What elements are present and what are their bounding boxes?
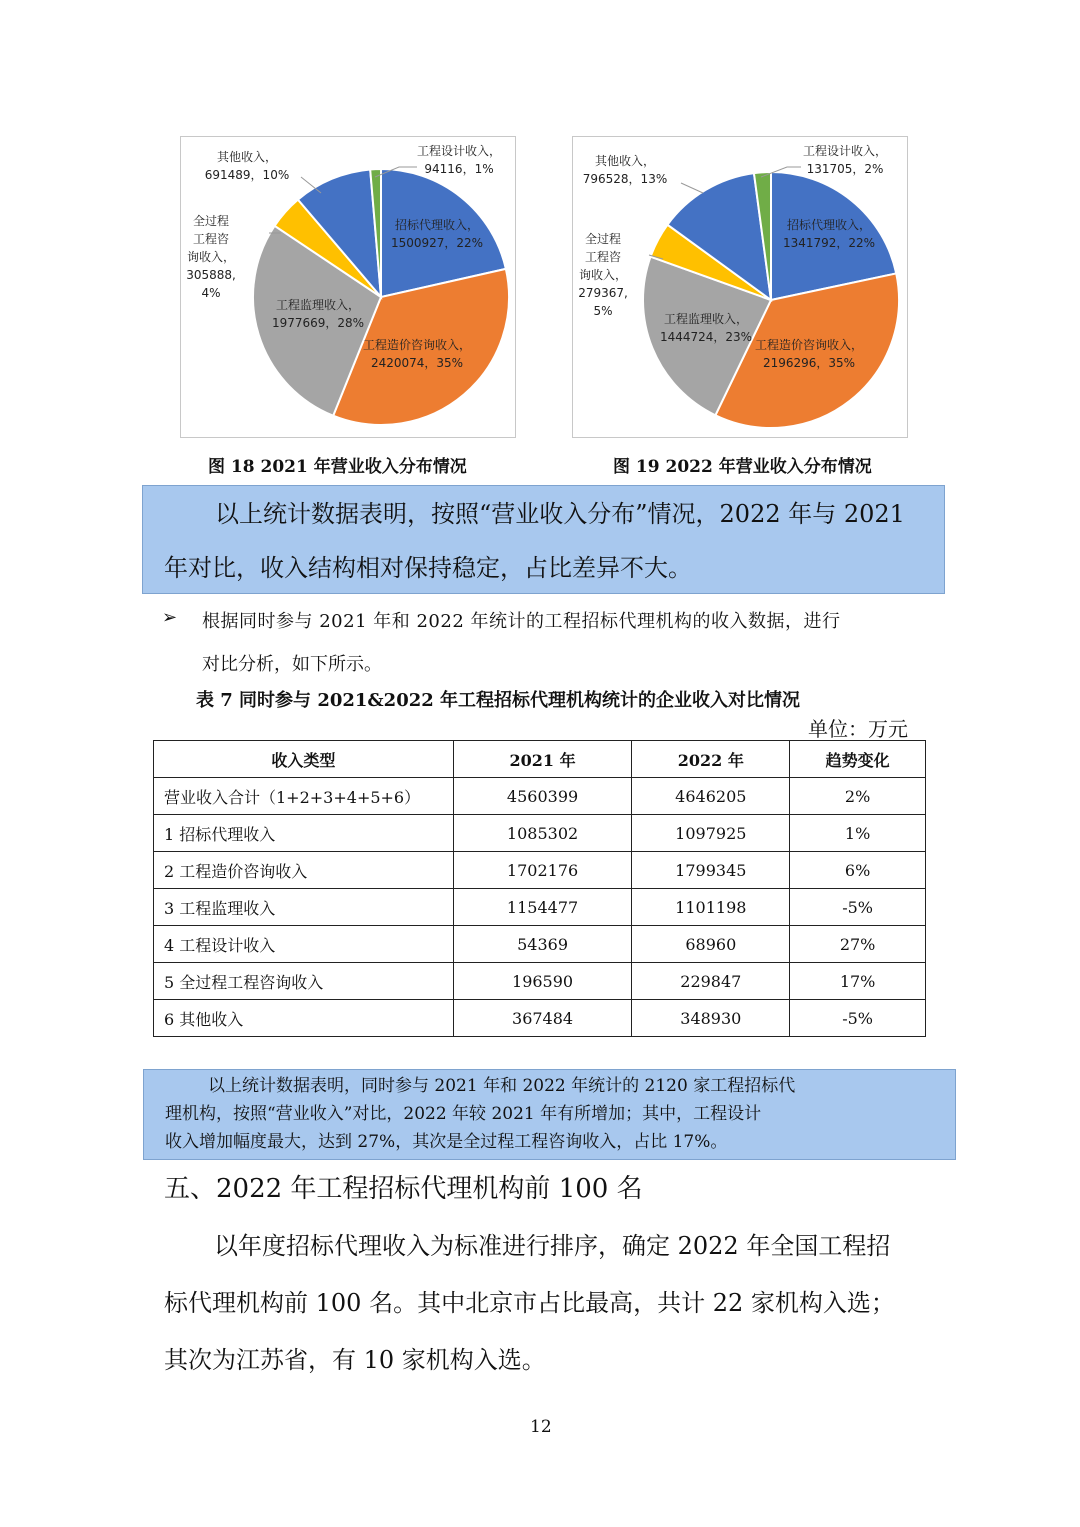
pie-label-design: 工程设计收入， 94116，1%	[416, 144, 502, 176]
callout-line-2: 年对比，收入结构相对保持稳定，占比差异不大。	[164, 554, 692, 582]
pie-label-cost: 工程造价咨询收入， 2420074，35%	[362, 338, 472, 370]
section-line-2: 标代理机构前 100 名。其中北京市占比最高，共计 22 家机构入选；	[164, 1289, 895, 1317]
pie-label-other: 其他收入， 796528，13%	[582, 154, 668, 186]
pie-chart-2022-svg	[573, 137, 907, 437]
table-header-row	[154, 741, 926, 778]
table-row	[154, 889, 926, 926]
summary-callout-distribution	[142, 485, 945, 594]
pie-label-whole: 全过程工程咨询收入， 305888, 4%	[186, 214, 236, 300]
pie-label-other: 其他收入， 691489，10%	[204, 150, 290, 182]
callout2-line-3: 收入增加幅度最大，达到 27%，其次是全过程工程咨询收入，占比 17%。	[165, 1132, 728, 1152]
value-2021: 54369	[453, 926, 632, 963]
row-label: 营业收入合计（1+2+3+4+5+6）	[154, 778, 454, 815]
callout2-line-1: 以上统计数据表明，同时参与 2021 年和 2022 年统计的 2120 家工程招标代	[208, 1076, 796, 1096]
value-2022: 68960	[632, 926, 790, 963]
trend-value: -5%	[790, 1000, 926, 1037]
section-line-3: 其次为江苏省，有 10 家机构入选。	[164, 1346, 546, 1374]
bullet-line-1: 根据同时参与 2021 年和 2022 年统计的工程招标代理机构的收入数据，进行	[202, 611, 841, 632]
table-row	[154, 963, 926, 1000]
pie-label-bidding: 招标代理收入， 1341792，22%	[782, 218, 876, 250]
pie-chart-2021	[180, 136, 516, 438]
page-number: 12	[530, 1417, 552, 1437]
trend-value: -5%	[790, 889, 926, 926]
pie-label-bidding: 招标代理收入， 1500927，22%	[390, 218, 484, 250]
summary-callout-comparison	[143, 1069, 956, 1160]
bullet-symbol: ➢	[162, 607, 178, 628]
row-label: 1 招标代理收入	[154, 815, 454, 852]
pie-label-whole: 全过程工程咨询收入， 279367, 5%	[578, 232, 628, 318]
trend-value: 2%	[790, 778, 926, 815]
pie-chart-2021-svg	[181, 137, 515, 437]
value-2022: 1097925	[632, 815, 790, 852]
pie-label-cost: 工程造价咨询收入， 2196296，35%	[754, 338, 864, 370]
bullet-line-2: 对比分析，如下所示。	[202, 654, 382, 675]
value-2022: 1101198	[632, 889, 790, 926]
section-line-1: 以年度招标代理收入为标准进行排序，确定 2022 年全国工程招	[214, 1232, 891, 1260]
header-2022: 2022 年	[632, 741, 790, 778]
value-2022: 229847	[632, 963, 790, 1000]
value-2021: 4560399	[453, 778, 632, 815]
row-label: 2 工程造价咨询收入	[154, 852, 454, 889]
pie-label-design: 工程设计收入， 131705，2%	[802, 144, 888, 176]
pie-label-supervision: 工程监理收入， 1977669，28%	[271, 298, 365, 330]
figure-caption-2021: 图 18 2021 年营业收入分布情况	[208, 457, 467, 477]
table-row	[154, 852, 926, 889]
leader-line-other	[681, 183, 703, 193]
trend-value: 27%	[790, 926, 926, 963]
table-row	[154, 778, 926, 815]
row-label: 5 全过程工程咨询收入	[154, 963, 454, 1000]
pie-label-supervision: 工程监理收入， 1444724，23%	[659, 312, 753, 344]
value-2022: 4646205	[632, 778, 790, 815]
row-label: 4 工程设计收入	[154, 926, 454, 963]
value-2021: 196590	[453, 963, 632, 1000]
header-2021: 2021 年	[453, 741, 632, 778]
table-row	[154, 926, 926, 963]
value-2021: 1702176	[453, 852, 632, 889]
table-unit: 单位：万元	[808, 717, 908, 741]
table-row	[154, 815, 926, 852]
figure-caption-2022: 图 19 2022 年营业收入分布情况	[613, 457, 872, 477]
value-2021: 1154477	[453, 889, 632, 926]
pie-chart-2022	[572, 136, 908, 438]
callout-line-1: 以上统计数据表明，按照“营业收入分布”情况，2022 年与 2021	[215, 500, 905, 528]
table-row	[154, 1000, 926, 1037]
trend-value: 17%	[790, 963, 926, 1000]
callout2-line-2: 理机构，按照“营业收入”对比，2022 年较 2021 年有所增加；其中，工程设计	[165, 1104, 762, 1124]
value-2021: 1085302	[453, 815, 632, 852]
value-2022: 1799345	[632, 852, 790, 889]
row-label: 6 其他收入	[154, 1000, 454, 1037]
value-2021: 367484	[453, 1000, 632, 1037]
section-heading: 五、2022 年工程招标代理机构前 100 名	[164, 1174, 643, 1204]
trend-value: 6%	[790, 852, 926, 889]
header-income-type: 收入类型	[154, 741, 454, 778]
row-label: 3 工程监理收入	[154, 889, 454, 926]
income-comparison-table	[153, 740, 926, 1037]
value-2022: 348930	[632, 1000, 790, 1037]
trend-value: 1%	[790, 815, 926, 852]
header-trend: 趋势变化	[790, 741, 926, 778]
table-title: 表 7 同时参与 2021&2022 年工程招标代理机构统计的企业收入对比情况	[196, 690, 801, 711]
